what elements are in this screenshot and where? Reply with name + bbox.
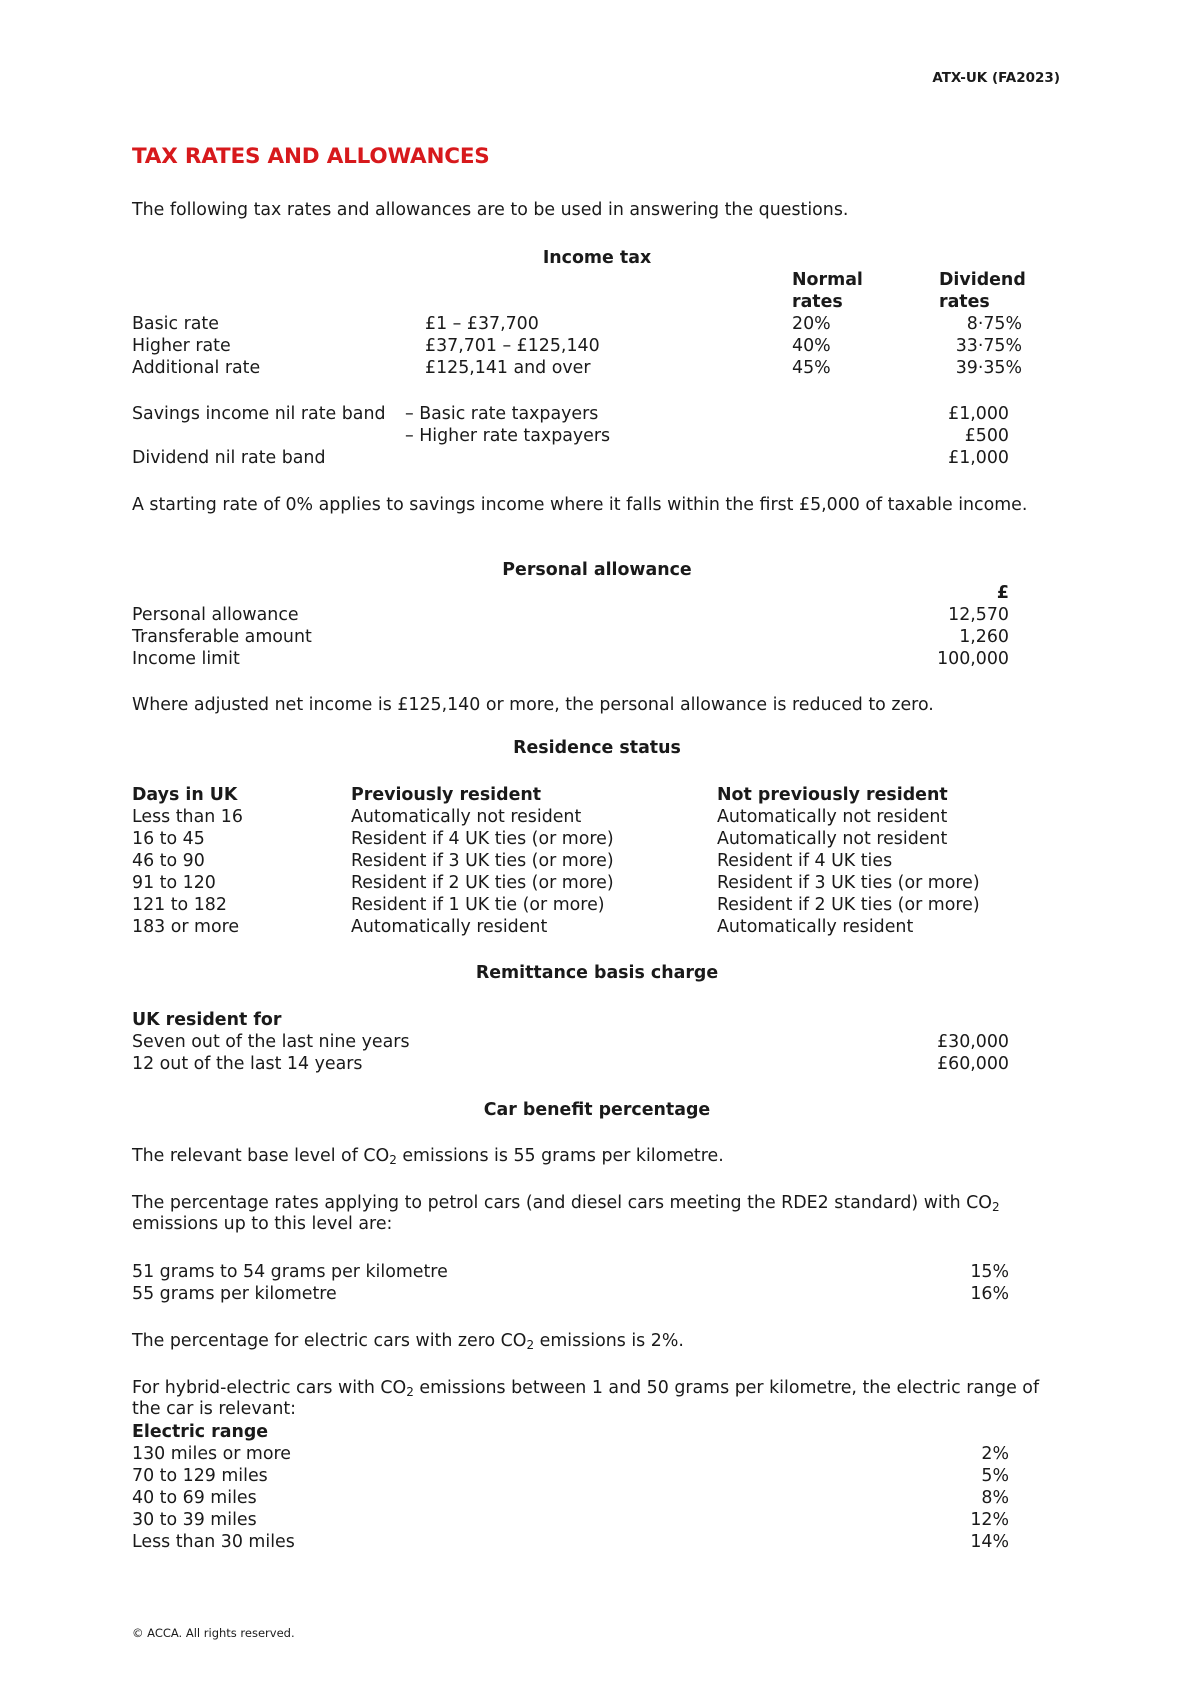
- electric-cars-text: The percentage for electric cars with zero $CO_2$ emissions is 2%.: [132, 1331, 684, 1352]
- table-row-prev: Automatically resident: [351, 917, 548, 937]
- hybrid-cars-text: For hybrid-electric cars with $CO_2$ emissions between 1 and 50 grams per kilometre, the electric range of the car is relevant:: [132, 1378, 1040, 1419]
- table-row-value: £60,000: [937, 1054, 1009, 1074]
- normal-rates-header-2: rates: [792, 292, 843, 312]
- residence-status-heading: Residence status: [513, 738, 681, 758]
- car-benefit-heading: Car benefit percentage: [483, 1100, 711, 1120]
- table-row-label: Income limit: [132, 649, 240, 669]
- table-row-value: 12,570: [948, 605, 1009, 625]
- table-row-label: 55 grams per kilometre: [132, 1284, 337, 1304]
- table-row-notprev: Automatically not resident: [717, 829, 948, 849]
- table-row-dividend-rate: 8·75%: [966, 314, 1022, 334]
- table-row-dividend-rate: 33·75%: [955, 336, 1022, 356]
- table-row-value: 2%: [981, 1444, 1009, 1464]
- table-row-band: £1 – £37,700: [425, 314, 539, 334]
- table-row-label: Transferable amount: [132, 627, 312, 647]
- dividend-nil-rate-band-label: Dividend nil rate band: [132, 448, 326, 468]
- table-row-prev: Resident if 4 UK ties (or more): [351, 829, 614, 849]
- table-row-label: Higher rate: [132, 336, 231, 356]
- table-row-label: 12 out of the last 14 years: [132, 1054, 363, 1074]
- table-row-normal-rate: 20%: [792, 314, 831, 334]
- table-row-notprev: Resident if 2 UK ties (or more): [717, 895, 980, 915]
- table-row-label: Additional rate: [132, 358, 261, 378]
- table-row-value: 12%: [970, 1510, 1009, 1530]
- table-row-days: Less than 16: [132, 807, 243, 827]
- table-row-label: 30 to 39 miles: [132, 1510, 257, 1530]
- table-row-label: 40 to 69 miles: [132, 1488, 257, 1508]
- currency-header: £: [996, 583, 1009, 603]
- table-row-label: 51 grams to 54 grams per kilometre: [132, 1262, 448, 1282]
- table-row-days: 183 or more: [132, 917, 240, 937]
- table-row-label: 70 to 129 miles: [132, 1466, 268, 1486]
- table-row-value: 8%: [981, 1488, 1009, 1508]
- page-title: TAX RATES AND ALLOWANCES: [132, 144, 490, 169]
- table-row-value: 16%: [970, 1284, 1009, 1304]
- table-row-label: Seven out of the last nine years: [132, 1032, 410, 1052]
- table-row-days: 121 to 182: [132, 895, 227, 915]
- electric-range-header: Electric range: [132, 1422, 269, 1442]
- dividend-nil-rate-band-value: £1,000: [948, 448, 1009, 468]
- table-row-normal-rate: 40%: [792, 336, 831, 356]
- intro-text: The following tax rates and allowances are to be used in answering the questions.: [132, 200, 849, 220]
- table-row-normal-rate: 45%: [792, 358, 831, 378]
- savings-basic-label: – Basic rate taxpayers: [405, 404, 599, 424]
- table-row-prev: Resident if 3 UK ties (or more): [351, 851, 614, 871]
- copyright-footer: © ACCA. All rights reserved.: [132, 1626, 295, 1640]
- dividend-rates-header-1: Dividend: [939, 270, 1026, 290]
- days-in-uk-header: Days in UK: [132, 785, 238, 805]
- table-row-value: 1,260: [959, 627, 1009, 647]
- dividend-rates-header-2: rates: [939, 292, 990, 312]
- table-row-value: 15%: [970, 1262, 1009, 1282]
- paper-code: ATX-UK (FA2023): [932, 70, 1060, 86]
- table-row-value: £30,000: [937, 1032, 1009, 1052]
- remittance-heading: Remittance basis charge: [475, 963, 719, 983]
- personal-allowance-note: Where adjusted net income is £125,140 or more, the personal allowance is reduced to zero.: [132, 695, 934, 715]
- starting-rate-note: A starting rate of 0% applies to savings income where it falls within the first £5,000 of taxable income.: [132, 495, 1028, 515]
- table-row-band: £125,141 and over: [425, 358, 591, 378]
- petrol-cars-text: The percentage rates applying to petrol cars (and diesel cars meeting the RDE2 standard) with $CO_2$ emissions up to this level are:: [132, 1193, 1000, 1234]
- table-row-prev: Resident if 2 UK ties (or more): [351, 873, 614, 893]
- uk-resident-for-label: UK resident for: [132, 1010, 282, 1030]
- savings-higher-value: £500: [964, 426, 1009, 446]
- table-row-value: 100,000: [937, 649, 1009, 669]
- table-row-label: Less than 30 miles: [132, 1532, 295, 1552]
- table-row-label: Personal allowance: [132, 605, 299, 625]
- savings-basic-value: £1,000: [948, 404, 1009, 424]
- table-row-notprev: Automatically resident: [717, 917, 914, 937]
- personal-allowance-heading: Personal allowance: [502, 560, 692, 580]
- savings-higher-label: – Higher rate taxpayers: [405, 426, 611, 446]
- table-row-days: 46 to 90: [132, 851, 205, 871]
- table-row-notprev: Automatically not resident: [717, 807, 948, 827]
- table-row-value: 5%: [981, 1466, 1009, 1486]
- table-row-label: Basic rate: [132, 314, 219, 334]
- normal-rates-header-1: Normal: [792, 270, 863, 290]
- table-row-notprev: Resident if 3 UK ties (or more): [717, 873, 980, 893]
- table-row-dividend-rate: 39·35%: [955, 358, 1022, 378]
- table-row-days: 91 to 120: [132, 873, 216, 893]
- table-row-band: £37,701 – £125,140: [425, 336, 600, 356]
- table-row-prev: Automatically not resident: [351, 807, 582, 827]
- table-row-days: 16 to 45: [132, 829, 205, 849]
- table-row-value: 14%: [970, 1532, 1009, 1552]
- table-row-prev: Resident if 1 UK tie (or more): [351, 895, 605, 915]
- income-tax-heading: Income tax: [542, 248, 652, 268]
- base-level-text: The relevant base level of $CO_2$ emissions is 55 grams per kilometre.: [132, 1146, 724, 1167]
- not-previously-resident-header: Not previously resident: [717, 785, 948, 805]
- savings-nil-rate-band-label: Savings income nil rate band: [132, 404, 386, 424]
- previously-resident-header: Previously resident: [351, 785, 542, 805]
- table-row-label: 130 miles or more: [132, 1444, 291, 1464]
- table-row-notprev: Resident if 4 UK ties: [717, 851, 893, 871]
